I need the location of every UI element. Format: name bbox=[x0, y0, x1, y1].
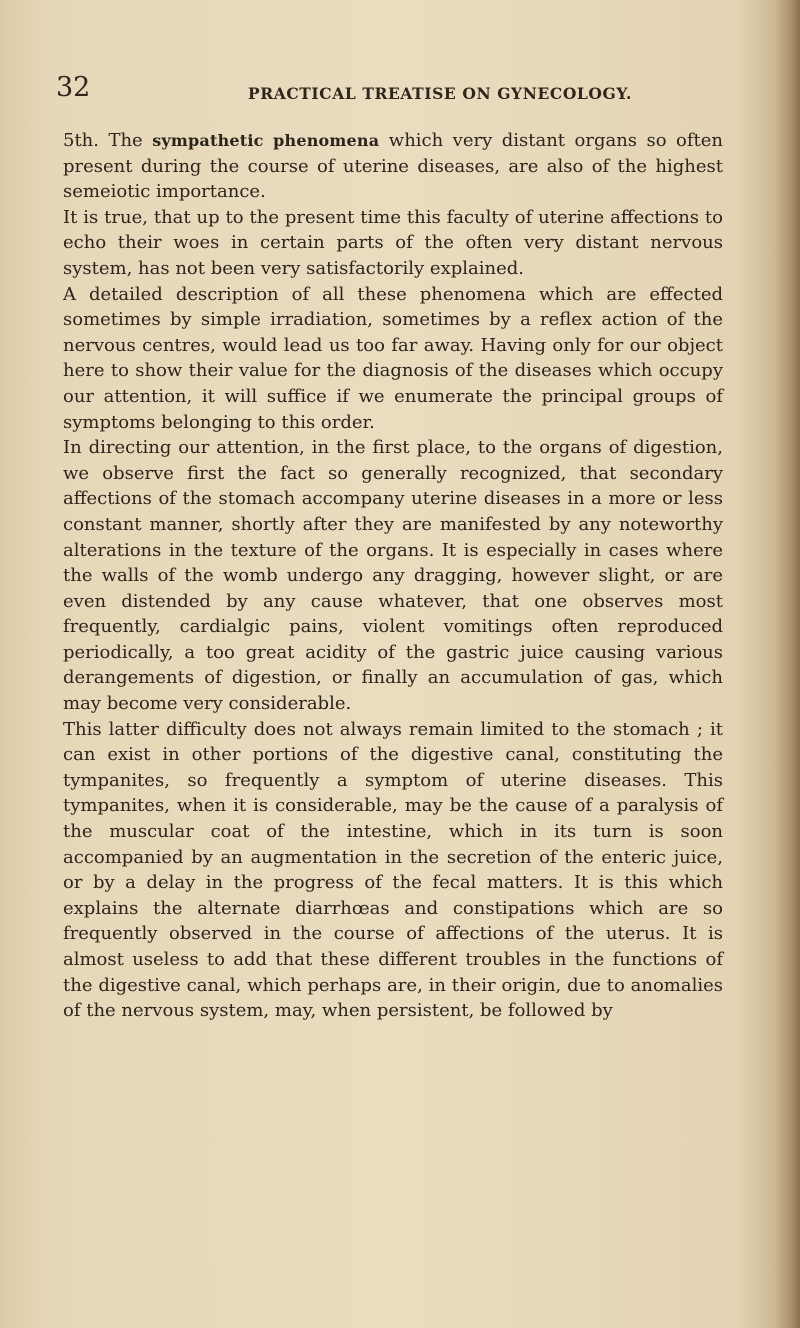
body-text bbox=[63, 128, 723, 1024]
page-number: 32 bbox=[56, 72, 91, 103]
paragraph-1-rest: which very distant organs so often present during the course of uterine diseases, are also of the highest semeiotic importance. bbox=[63, 130, 724, 203]
paragraph-3: A detailed description of all these phenomena which are effected sometimes by simple irradiation, sometimes by a reflex action of the nervous centres, would lead us too far away. Having only for our object here to show their value for the diagnosis of the diseases which occupy our attention, it will suffice if we enumerate the principal groups of symptoms belonging to this order. bbox=[63, 283, 723, 433]
page-edge-shadow bbox=[774, 0, 800, 1328]
paragraph-1-lead: 5th. The bbox=[63, 130, 153, 151]
paragraph-1 bbox=[63, 128, 723, 205]
paragraph-5: This latter difficulty does not always remain limited to the stomach ; it can exist in other portions of the digestive canal, constituting the tympanites, so frequently a symptom of uterine diseases. This tympanites, when it is considerable, may be the cause of a paralysis of the muscular coat of the intestine, which in its turn is soon accompanied by an augmentation in the secretion of the enteric juice, or by a delay in the progress of the fecal matters. It is this which explains the alternate diarrhœas and constipations which are so frequently observed in the course of affections of the uterus. It is almost useless to add that these different troubles in the functions of the digestive canal, which perhaps are, in their origin, due to anomalies of the nervous system, may, when persistent, be followed by bbox=[63, 718, 723, 1022]
paragraph-4: In directing our attention, in the first place, to the organs of digestion, we observe first the fact so generally recognized, that secondary affections of the stomach accompany uterine diseases in a more or less constant manner, shortly after they are manifested by any noteworthy alterations in the texture of the organs. It is especially in cases where the walls of the womb undergo any dragging, however slight, or are even distended by any cause whatever, that one observes most frequently, cardialgic pains, violent vomitings often reproduced periodically, a too great acidity of the gastric juice causing various derangements of digestion, or finally an accumulation of gas, which may become very considerable. bbox=[63, 437, 723, 715]
running-head: PRACTICAL TREATISE ON GYNECOLOGY. bbox=[248, 84, 633, 103]
bold-term: sympathetic phenomena bbox=[152, 131, 380, 150]
paragraph-2: It is true, that up to the present time this faculty of uterine affections to echo their woes in certain parts of the often very distant nervous system, has not been very satisfactorily explained. bbox=[63, 206, 723, 279]
